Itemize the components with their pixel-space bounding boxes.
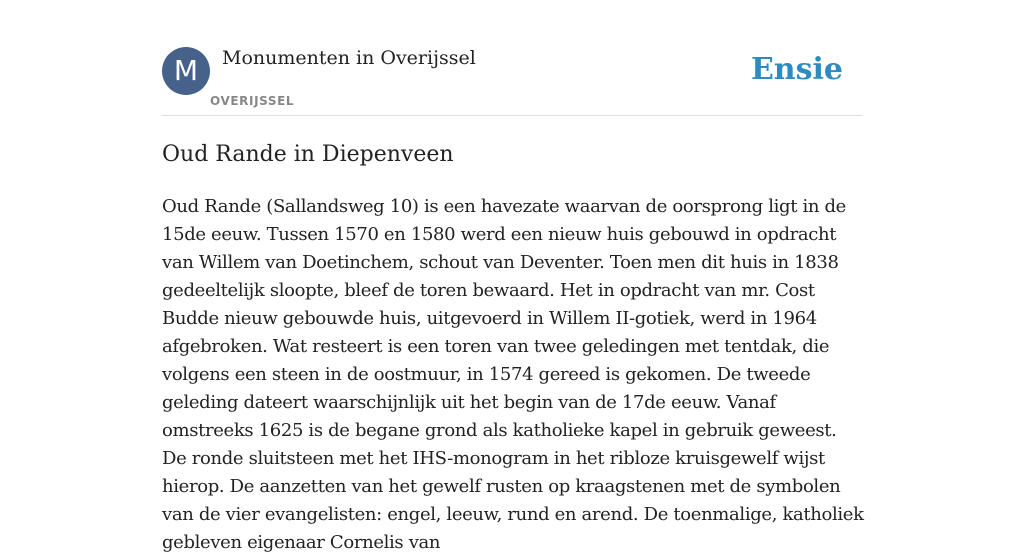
site-title[interactable]: Monumenten in Overijssel <box>222 47 476 69</box>
category-link[interactable]: OVERIJSSEL <box>210 94 295 108</box>
avatar[interactable]: M <box>162 47 210 95</box>
article-body: Oud Rande (Sallandsweg 10) is een havezate waarvan de oorsprong ligt in de 15de eeuw. Tussen 1570 en 1580 werd een nieuw huis gebouwd in opdracht van Willem van Doetinchem, schout van Deventer. Toen men dit huis in 1838 gedeeltelijk sloopte, bleef de toren bewaard. Het in opdracht van mr. Cost Budde nieuw gebouwde huis, uitgevoerd in Willem II-gotiek, werd in 1964 afgebroken. Wat resteert is een toren van twee geledingen met tentdak, die volgens een steen in de oostmuur, in 1574 gereed is gekomen. De tweede geleding dateert waarschijnlijk uit het begin van de 17de eeuw. Vanaf omstreeks 1625 is de begane grond als katholieke kapel in gebruik geweest. De ronde sluitsteen met het IHS-monogram in het ribloze kruisgewelf wijst hierop. De aanzetten van het gewelf rusten op kraagstenen met de symbolen van de vier evangelisten: engel, leeuw, rund en arend. De toenmalige, katholiek gebleven eigenaar Cornelis van <box>162 196 864 553</box>
article-title: Oud Rande in Diepenveen <box>162 142 454 167</box>
header <box>162 46 862 116</box>
brand-logo[interactable]: Ensie <box>750 52 843 87</box>
header-divider <box>162 115 862 116</box>
